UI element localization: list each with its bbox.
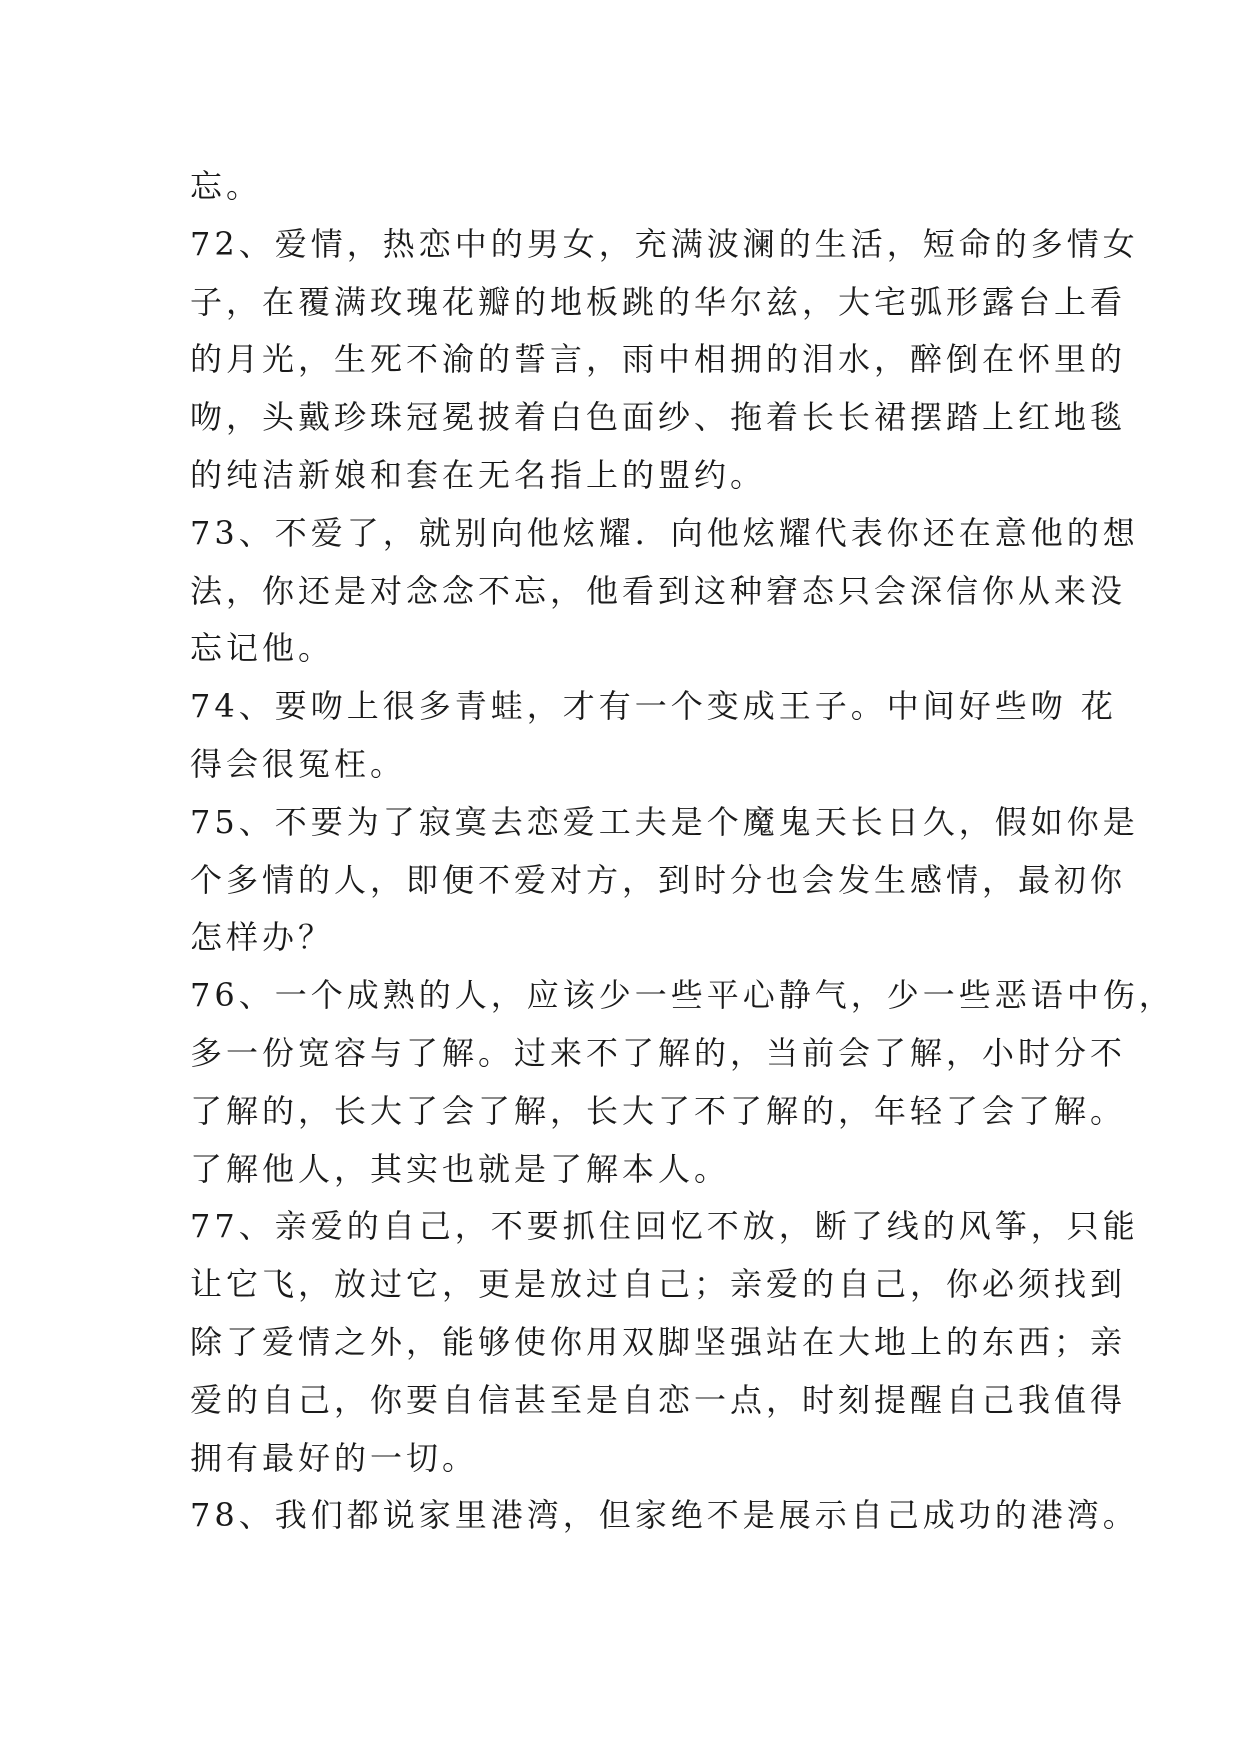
text-line: 76、一个成熟的人，应该少一些平心静气，少一些恶语中伤， — [190, 976, 1175, 1015]
text-line: 忘。 — [190, 167, 263, 205]
document-body — [190, 158, 1175, 1545]
text-line: 除了爱情之外，能够使你用双脚坚强站在大地上的东西；亲 — [190, 1322, 1127, 1361]
text-line: 法，你还是对念念不忘，他看到这种窘态只会深信你从来没 — [190, 571, 1127, 610]
text-line: 73、不爱了，就别向他炫耀．向他炫耀代表你还在意他的想 — [190, 513, 1139, 552]
text-line: 得会很冤枉。 — [190, 744, 407, 783]
text-line: 75、不要为了寂寞去恋爱工夫是个魔鬼天长日久，假如你是 — [190, 802, 1139, 841]
text-line: 让它飞，放过它，更是放过自己；亲爱的自己，你必须找到 — [190, 1265, 1127, 1304]
text-line: 忘记他。 — [190, 629, 335, 668]
text-line: 拥有最好的一切。 — [190, 1438, 479, 1477]
text-line: 的月光，生死不渝的誓言，雨中相拥的泪水，醉倒在怀里的 — [190, 340, 1127, 379]
text-line: 吻，头戴珍珠冠冕披着白色面纱、拖着长长裙摆踏上红地毯 — [190, 398, 1127, 437]
text-line: 多一份宽容与了解。过来不了解的，当前会了解，小时分不 — [190, 1033, 1127, 1072]
text-line: 77、亲爱的自己，不要抓住回忆不放，断了线的风筝，只能 — [190, 1207, 1139, 1246]
text-line: 的纯洁新娘和套在无名指上的盟约。 — [190, 455, 767, 494]
text-line: 了解的，长大了会了解，长大了不了解的，年轻了会了解。 — [190, 1091, 1127, 1130]
text-line: 子，在覆满玫瑰花瓣的地板跳的华尔兹，大宅弧形露台上看 — [190, 282, 1127, 321]
text-line: 74、要吻上很多青蛙，才有一个变成王子。中间好些吻 花 — [190, 687, 1117, 726]
text-line: 78、我们都说家里港湾，但家绝不是展示自己成功的港湾。 — [190, 1496, 1139, 1535]
text-line: 了解他人，其实也就是了解本人。 — [190, 1149, 731, 1188]
text-line: 个多情的人，即便不爱对方，到时分也会发生感情，最初你 — [190, 860, 1127, 899]
text-line: 72、爱情，热恋中的男女，充满波澜的生活，短命的多情女 — [190, 224, 1139, 263]
text-line: 爱的自己，你要自信甚至是自恋一点，时刻提醒自己我值得 — [190, 1380, 1127, 1419]
text-line: 怎样办？ — [190, 918, 335, 957]
